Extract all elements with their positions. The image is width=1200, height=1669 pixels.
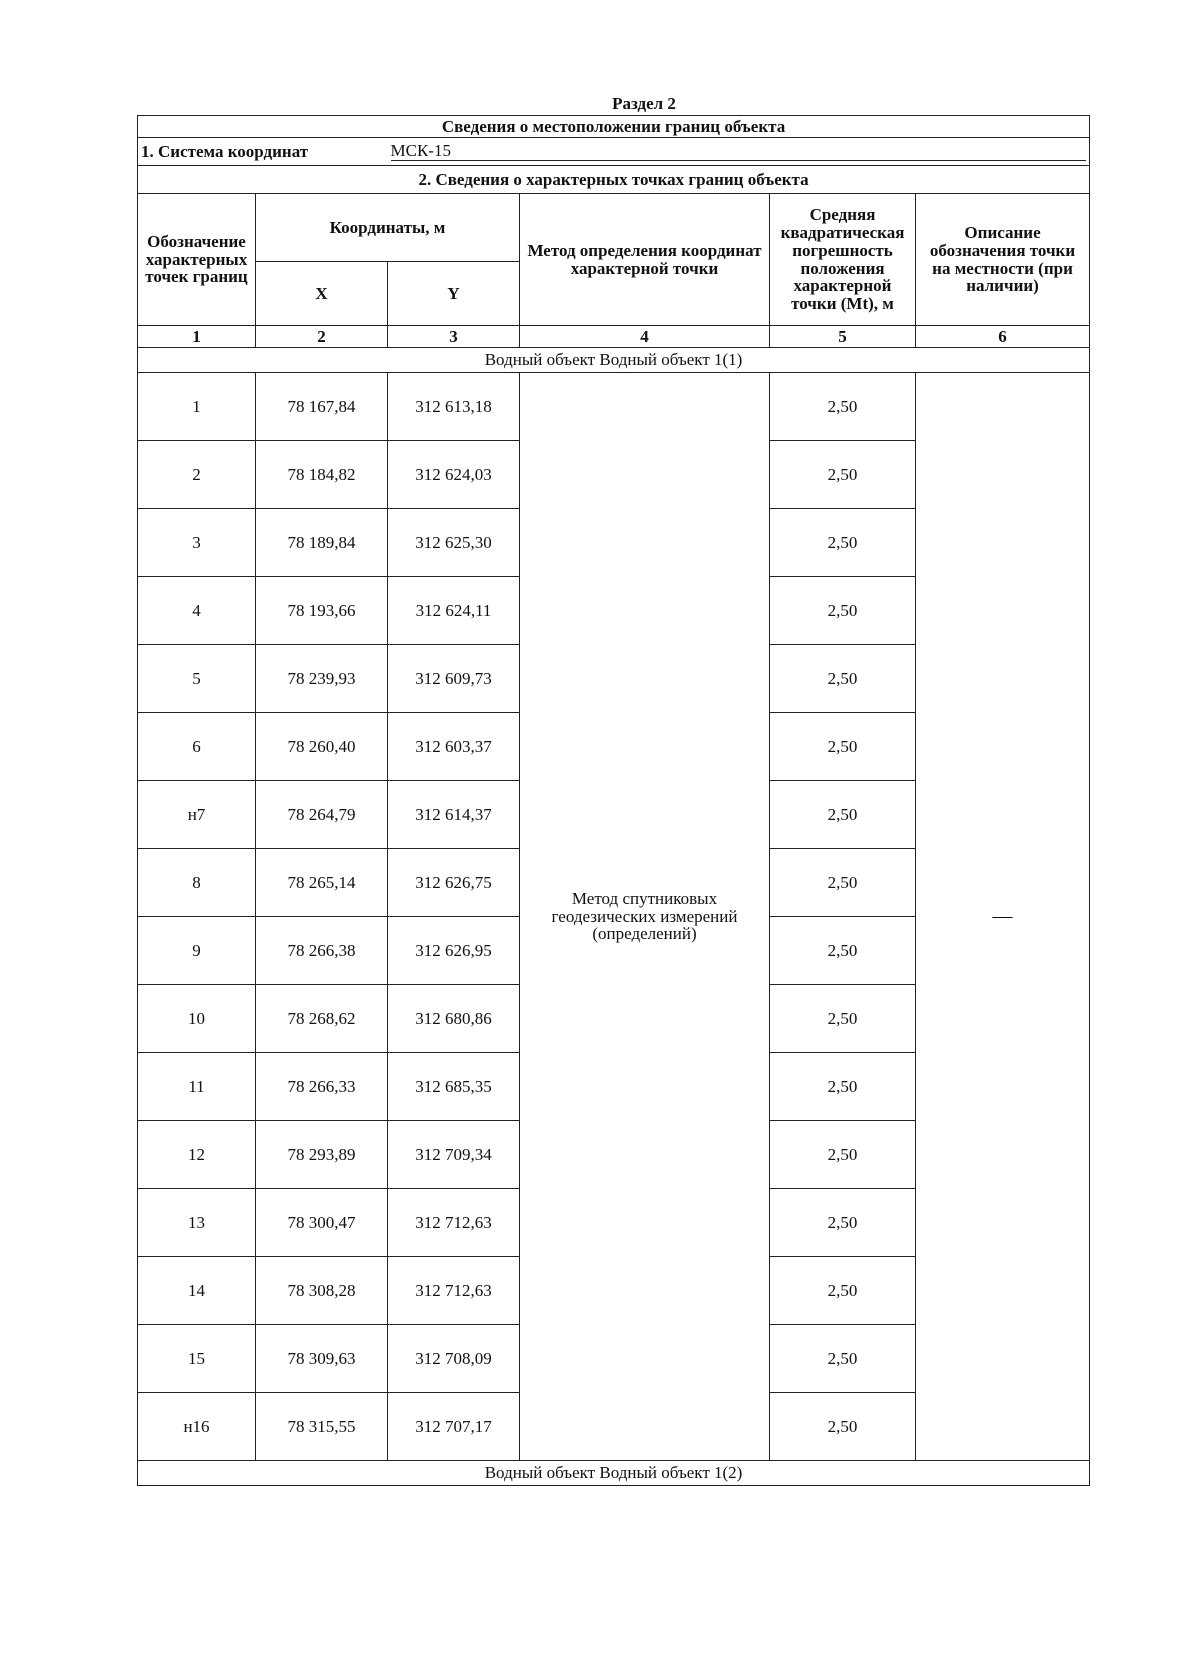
column-number: 6 bbox=[916, 326, 1090, 348]
point-x: 78 293,89 bbox=[256, 1121, 388, 1189]
header-description: Описание обозначения точки на местности (при наличии) bbox=[916, 194, 1090, 326]
point-x: 78 167,84 bbox=[256, 373, 388, 441]
point-accuracy: 2,50 bbox=[770, 1121, 916, 1189]
point-accuracy: 2,50 bbox=[770, 1393, 916, 1461]
header-coords: Координаты, м bbox=[256, 194, 520, 262]
point-x: 78 239,93 bbox=[256, 645, 388, 713]
point-x: 78 308,28 bbox=[256, 1257, 388, 1325]
point-accuracy: 2,50 bbox=[770, 985, 916, 1053]
column-number: 3 bbox=[388, 326, 520, 348]
point-number: 13 bbox=[138, 1189, 256, 1257]
point-y: 312 712,63 bbox=[388, 1189, 520, 1257]
point-x: 78 309,63 bbox=[256, 1325, 388, 1393]
point-accuracy: 2,50 bbox=[770, 441, 916, 509]
point-number: 9 bbox=[138, 917, 256, 985]
point-y: 312 680,86 bbox=[388, 985, 520, 1053]
header-designation: Обозначение характерных точек границ bbox=[138, 194, 256, 326]
column-number: 4 bbox=[520, 326, 770, 348]
table-title: Сведения о местоположении границ объекта bbox=[138, 116, 1090, 138]
header-accuracy: Средняя квадратическая погрешность положения характерной точки (Mt), м bbox=[770, 194, 916, 326]
point-y: 312 609,73 bbox=[388, 645, 520, 713]
point-accuracy: 2,50 bbox=[770, 1257, 916, 1325]
point-accuracy: 2,50 bbox=[770, 373, 916, 441]
point-accuracy: 2,50 bbox=[770, 645, 916, 713]
object-label: Водный объект Водный объект 1(2) bbox=[138, 1461, 1090, 1486]
header-method: Метод определения координат характерной точки bbox=[520, 194, 770, 326]
point-y: 312 603,37 bbox=[388, 713, 520, 781]
point-y: 312 626,75 bbox=[388, 849, 520, 917]
point-number: 15 bbox=[138, 1325, 256, 1393]
column-number: 1 bbox=[138, 326, 256, 348]
point-y: 312 707,17 bbox=[388, 1393, 520, 1461]
point-accuracy: 2,50 bbox=[770, 509, 916, 577]
point-accuracy: 2,50 bbox=[770, 849, 916, 917]
point-number: 2 bbox=[138, 441, 256, 509]
coord-system-value: МСК-15 bbox=[391, 142, 1087, 161]
point-y: 312 613,18 bbox=[388, 373, 520, 441]
point-number: н7 bbox=[138, 781, 256, 849]
point-number: 1 bbox=[138, 373, 256, 441]
header-y: Y bbox=[388, 262, 520, 326]
point-y: 312 712,63 bbox=[388, 1257, 520, 1325]
point-y: 312 708,09 bbox=[388, 1325, 520, 1393]
point-x: 78 260,40 bbox=[256, 713, 388, 781]
point-x: 78 315,55 bbox=[256, 1393, 388, 1461]
point-y: 312 709,34 bbox=[388, 1121, 520, 1189]
section-title: Раздел 2 bbox=[612, 94, 676, 113]
point-x: 78 266,38 bbox=[256, 917, 388, 985]
point-y: 312 626,95 bbox=[388, 917, 520, 985]
point-y: 312 685,35 bbox=[388, 1053, 520, 1121]
header-x: X bbox=[256, 262, 388, 326]
description-cell: — bbox=[916, 373, 1090, 1461]
point-x: 78 193,66 bbox=[256, 577, 388, 645]
point-number: 4 bbox=[138, 577, 256, 645]
point-accuracy: 2,50 bbox=[770, 1053, 916, 1121]
point-y: 312 624,03 bbox=[388, 441, 520, 509]
point-number: н16 bbox=[138, 1393, 256, 1461]
point-x: 78 300,47 bbox=[256, 1189, 388, 1257]
point-x: 78 266,33 bbox=[256, 1053, 388, 1121]
boundary-table bbox=[137, 115, 1090, 1486]
point-accuracy: 2,50 bbox=[770, 917, 916, 985]
coord-system-label: 1. Система координат bbox=[138, 138, 388, 166]
point-number: 6 bbox=[138, 713, 256, 781]
point-y: 312 624,11 bbox=[388, 577, 520, 645]
point-number: 5 bbox=[138, 645, 256, 713]
point-accuracy: 2,50 bbox=[770, 1325, 916, 1393]
point-x: 78 184,82 bbox=[256, 441, 388, 509]
method-cell: Метод спутниковых геодезических измерений (определений) bbox=[520, 373, 770, 1461]
column-number: 2 bbox=[256, 326, 388, 348]
point-accuracy: 2,50 bbox=[770, 577, 916, 645]
point-x: 78 264,79 bbox=[256, 781, 388, 849]
table-row bbox=[138, 373, 1090, 441]
point-number: 8 bbox=[138, 849, 256, 917]
point-x: 78 268,62 bbox=[256, 985, 388, 1053]
point-accuracy: 2,50 bbox=[770, 1189, 916, 1257]
point-accuracy: 2,50 bbox=[770, 781, 916, 849]
object-label: Водный объект Водный объект 1(1) bbox=[138, 348, 1090, 373]
point-number: 14 bbox=[138, 1257, 256, 1325]
point-number: 11 bbox=[138, 1053, 256, 1121]
point-accuracy: 2,50 bbox=[770, 713, 916, 781]
point-number: 12 bbox=[138, 1121, 256, 1189]
point-number: 10 bbox=[138, 985, 256, 1053]
point-x: 78 189,84 bbox=[256, 509, 388, 577]
point-number: 3 bbox=[138, 509, 256, 577]
column-number: 5 bbox=[770, 326, 916, 348]
point-y: 312 625,30 bbox=[388, 509, 520, 577]
points-title: 2. Сведения о характерных точках границ объекта bbox=[138, 166, 1090, 194]
point-x: 78 265,14 bbox=[256, 849, 388, 917]
point-y: 312 614,37 bbox=[388, 781, 520, 849]
